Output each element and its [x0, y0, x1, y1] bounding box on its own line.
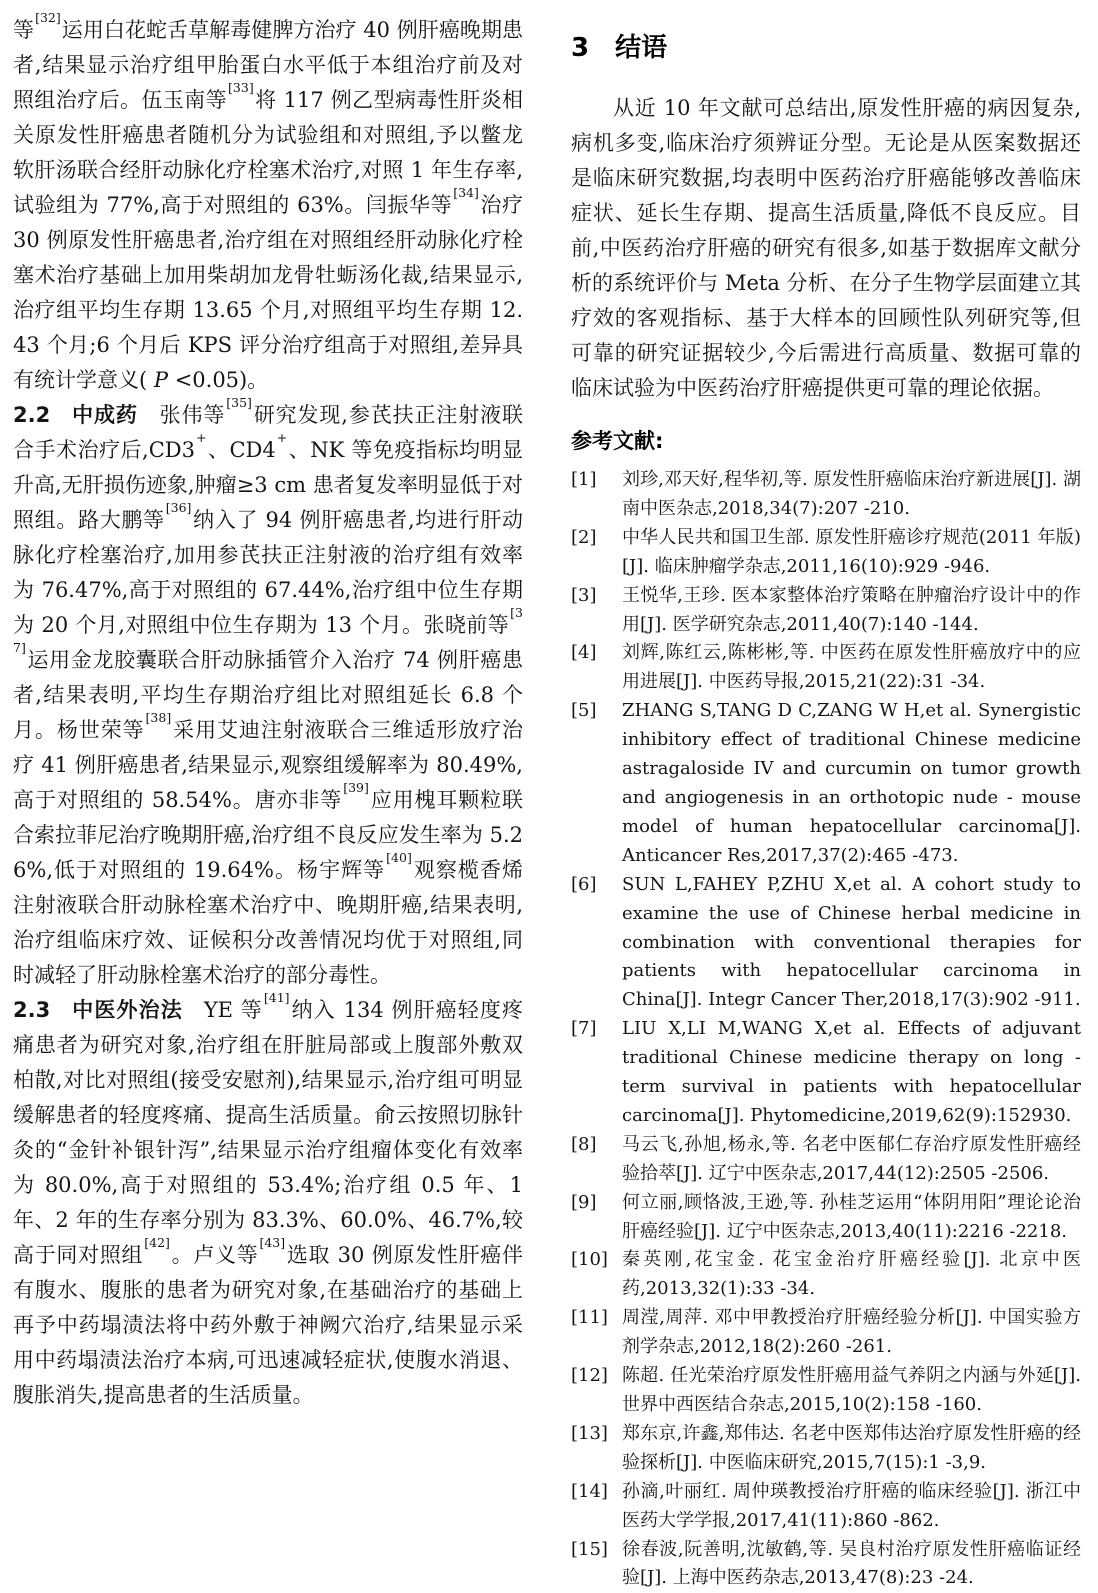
reference-number: [15] — [571, 1538, 608, 1560]
reference-text: 马云飞,孙旭,杨永,等. 名老中医郁仁存治疗原发性肝癌经验拾萃[J]. 辽宁中医杂志,2017,44(12):2505 -2506. — [622, 1133, 1081, 1184]
section-3-heading: 3 结语 — [571, 33, 668, 63]
reference-item — [571, 1420, 1081, 1478]
reference-item — [571, 1189, 1081, 1247]
reference-text: 王悦华,王珍. 医本家整体治疗策略在肿瘤治疗设计中的作用[J]. 医学研究杂志,2011,40(7):140 -144. — [622, 584, 1081, 635]
conclusion-paragraph: 从近 10 年文献可总结出,原发性肝癌的病因复杂,病机多变,临床治疗须辨证分型。无论是从医案数据还是临床研究数据,均表明中医药治疗肝癌能够改善临床症状、延长生存期、提高生活质量,降低不良反应。目前,中医药治疗肝癌的研究有很多,如基于数据库文献分析的系统评价与 Meta 分析、在分子生物学层面建立其疗效的客观指标、基于大样本的回顾性队列研究等,但可靠的研究证据较少,今后需进行高质量、数据可靠的临床试验为中医药治疗肝癌提供更可靠的理论依据。 — [571, 96, 1081, 400]
reference-number: [8] — [571, 1133, 597, 1155]
subsection-label: 2.3 中医外治法 — [13, 998, 183, 1022]
citation-superscript: [32] — [35, 10, 61, 25]
reference-text: 郑东京,许鑫,郑伟达. 名老中医郑伟达治疗原发性肝癌的经验探析[J]. 中医临床研究,2015,7(15):1 -3,9. — [622, 1422, 1081, 1473]
reference-text: ZHANG S,TANG D C,ZANG W H,et al. Synergistic inhibitory effect of traditional Chinese medicine astragaloside IV and curcumin on tumor growth and angiogenesis in an orthotopic nude - mouse model of human hepatocellular carcinoma[J]. Anticancer Res,2017,37(2):465 -473. — [622, 700, 1081, 866]
reference-text: 中华人民共和国卫生部. 原发性肝癌诊疗规范(2011 年版)[J]. 临床肿瘤学杂志,2011,16(10):929 -946. — [622, 526, 1081, 577]
reference-number: [3] — [571, 584, 597, 606]
reference-text: 秦英刚,花宝金. 花宝金治疗肝癌经验[J]. 北京中医药,2013,32(1):33 -34. — [622, 1249, 1081, 1300]
reference-item — [571, 1536, 1081, 1593]
reference-text: 徐春波,阮善明,沈敏鹤,等. 吴良村治疗原发性肝癌临证经验[J]. 上海中医药杂志,2013,47(8):23 -24. — [622, 1538, 1081, 1589]
reference-number: [14] — [571, 1480, 608, 1502]
reference-item — [571, 697, 1081, 870]
citation-superscript: [42] — [144, 1235, 170, 1250]
reference-item — [571, 524, 1081, 582]
reference-list — [571, 466, 1081, 1593]
reference-number: [9] — [571, 1191, 597, 1213]
citation-superscript: [43] — [259, 1235, 286, 1250]
reference-item — [571, 1304, 1081, 1362]
reference-text: 周滢,周萍. 邓中甲教授治疗肝癌经验分析[J]. 中国实验方剂学杂志,2012,18(2):260 -261. — [622, 1307, 1081, 1358]
reference-number: [13] — [571, 1422, 608, 1444]
reference-number: [5] — [571, 700, 597, 722]
citation-superscript: [35] — [226, 395, 252, 410]
reference-item — [571, 582, 1081, 640]
reference-number: [12] — [571, 1365, 608, 1387]
subsection-label: 2.2 中成药 — [13, 403, 138, 427]
reference-item — [571, 466, 1081, 524]
reference-item — [571, 1362, 1081, 1420]
reference-item — [571, 639, 1081, 697]
reference-text: 何立丽,顾恪波,王逊,等. 孙桂芝运用“体阴用阳”理论论治肝癌经验[J]. 辽宁中医杂志,2013,40(11):2216 -2218. — [622, 1191, 1081, 1242]
reference-number: [4] — [571, 642, 597, 664]
left-column — [13, 10, 524, 1593]
paragraph-section-2-2-patent-medicine: 2.2 中成药 张伟等[35]研究发现,参芪扶正注射液联合手术治疗后,CD3+、CD4+、NK 等免疫指标均明显升高,无肝损伤迹象,肿瘤≥3 cm 患者复发率明显低于对照组。路大鹏等[36]纳入了 94 例肝癌患者,均进行肝动脉化疗栓塞治疗,加用参芪扶正注射液的治疗组有效率为 76.47%,高于对照组的 67.44%,治疗组中位生存期为 20 个月,对照组中位生存期为 13 个月。张晓前等[37]运用金龙胶囊联合肝动脉插管介入治疗 74 例肝癌患者,结果表明,平均生存期治疗组比对照组延长 6.8 个月。杨世荣等[38]采用艾迪注射液联合三维适形放疗治疗 41 例肝癌患者,结果显示,观察组缓解率为 80.49%,高于对照组的 58.54%。唐亦非等[39]应用槐耳颗粒联合索拉菲尼治疗晚期肝癌,治疗组不良反应发生率为 5.26%,低于对照组的 19.64%。杨宇辉等[40]观察榄香烯注射液联合肝动脉栓塞术治疗中、晚期肝癌,结果表明,治疗组临床疗效、证候积分改善情况均优于对照组,同时减轻了肝动脉栓塞术治疗的部分毒性。 — [13, 395, 524, 987]
reference-text: 刘辉,陈红云,陈彬彬,等. 中医药在原发性肝癌放疗中的应用进展[J]. 中医药导报,2015,21(22):31 -34. — [622, 642, 1081, 693]
citation-superscript: [38] — [145, 710, 172, 725]
reference-item — [571, 1015, 1081, 1131]
reference-text: 陈超. 任光荣治疗原发性肝癌用益气养阴之内涵与外延[J]. 世界中西医结合杂志,2015,10(2):158 -160. — [622, 1365, 1081, 1415]
citation-superscript: [33] — [228, 80, 254, 95]
citation-superscript: [36] — [165, 500, 192, 515]
paragraph-section-2-3-external-therapy: 2.3 中医外治法 YE 等[41]纳入 134 例肝癌轻度疼痛患者为研究对象,治疗组在肝脏局部或上腹部外敷双柏散,对比对照组(接受安慰剂),结果显示,治疗组可明显缓解患者的轻度疼痛、提高生活质量。俞云按照切脉针灸的“金针补银针泻”,结果显示治疗组瘤体变化有效率为 80.0%,高于对照组的 53.4%;治疗组 0.5 年、1 年、2 年的生存率分别为 83.3%、60.0%、46.7%,较高于同对照组[42]。卢义等[43]选取 30 例原发性肝癌伴有腹水、腹胀的患者为研究对象,在基础治疗的基础上再予中药塌渍法将中药外敷于神阙穴治疗,结果显示采用中药塌渍法治疗本病,可迅速减轻症状,使腹水消退、腹胀消失,提高患者的生活质量。 — [13, 990, 524, 1407]
reference-text: 孙滴,叶丽红. 周仲瑛教授治疗肝癌的临床经验[J]. 浙江中医药大学学报,2017,41(11):860 -862. — [622, 1480, 1081, 1531]
reference-item — [571, 1246, 1081, 1304]
citation-superscript: [39] — [343, 780, 369, 795]
right-column — [571, 13, 1081, 1593]
citation-superscript: [37] — [13, 605, 523, 655]
citation-superscript: [34] — [453, 185, 479, 200]
italic-symbol: P — [153, 368, 169, 392]
paragraph-herbal-decoction-studies: 等[32]运用白花蛇舌草解毒健脾方治疗 40 例肝癌晚期患者,结果显示治疗组甲胎蛋白水平低于本组治疗前及对照组治疗后。伍玉南等[33]将 117 例乙型病毒性肝炎相关原发性肝癌患者随机分为试验组和对照组,予以鳖龙软肝汤联合经肝动脉化疗栓塞术治疗,对照 1 年生存率,试验组为 77%,高于对照组的 63%。闫振华等[34]治疗 30 例原发性肝癌患者,治疗组在对照组经肝动脉化疗栓塞术治疗基础上加用柴胡加龙骨牡蛎汤化裁,结果显示,治疗组平均生存期 13.65 个月,对照组平均生存期 12.43 个月;6 个月后 KPS 评分治疗组高于对照组,差异具有统计学意义( P <0.05)。 — [13, 10, 524, 392]
reference-text: 刘珍,邓天好,程华初,等. 原发性肝癌临床治疗新进展[J]. 湖南中医杂志,2018,34(7):207 -210. — [622, 469, 1081, 519]
reference-number: [10] — [571, 1249, 608, 1271]
citation-superscript: [40] — [386, 850, 412, 865]
reference-number: [1] — [571, 469, 597, 490]
citation-superscript: + — [276, 430, 288, 445]
reference-number: [6] — [571, 873, 597, 895]
reference-text: LIU X,LI M,WANG X,et al. Effects of adjuvant traditional Chinese medicine therapy on long - term survival in patients with hepatocellular carcinoma[J]. Phytomedicine,2019,62(9):152930. — [622, 1018, 1081, 1126]
reference-number: [11] — [571, 1307, 608, 1329]
reference-item — [571, 871, 1081, 1016]
references-heading: 参考文献: — [571, 429, 664, 453]
citation-superscript: [41] — [263, 990, 290, 1005]
reference-number: [2] — [571, 526, 597, 548]
reference-text: SUN L,FAHEY P,ZHU X,et al. A cohort study to examine the use of Chinese herbal medicine in combination with conventional therapies for patients with hepatocellular carcinoma in China[J]. Integr Cancer Ther,2018,17(3):902 -911. — [622, 873, 1081, 1011]
reference-item — [571, 1131, 1081, 1189]
citation-superscript: + — [195, 430, 207, 445]
reference-number: [7] — [571, 1018, 597, 1040]
reference-item — [571, 1478, 1081, 1536]
